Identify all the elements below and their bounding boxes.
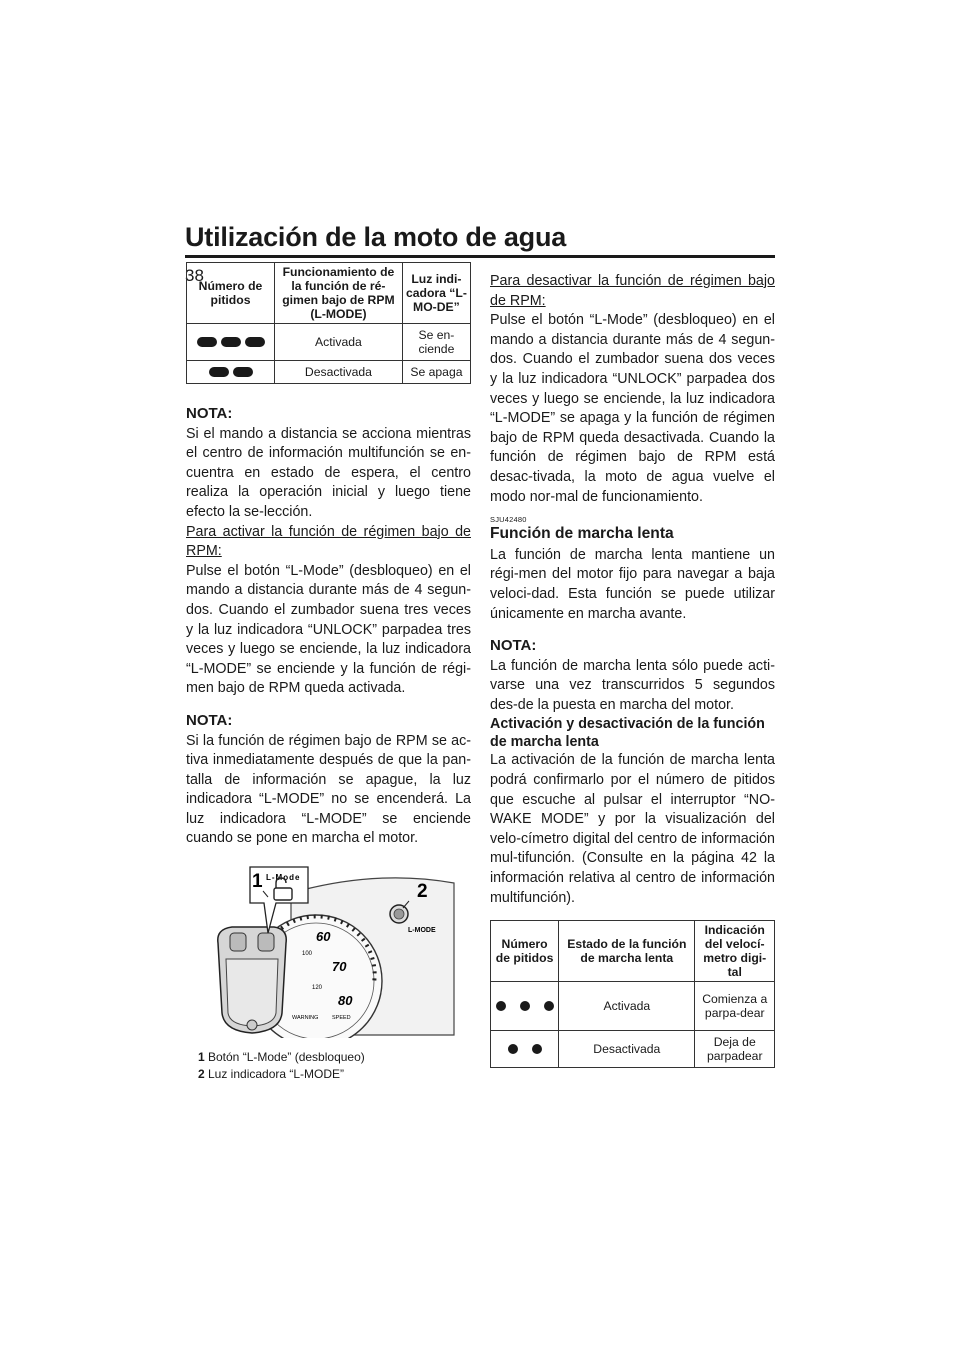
nota-label: NOTA: xyxy=(186,711,233,729)
activate-text: Pulse el botón “L-Mode” (desbloqueo) en el mando a distancia durante más de 4 segun-dos. Cuando el zumbador suena tres veces y la luz indicadora “UNLOCK” parpadea tres veces y luego se enciende, la luz indicadora “L-MODE” se enciende y la función de régi-men bajo de RPM queda activada. xyxy=(186,562,471,697)
indicator-cell: Se en-ciende xyxy=(402,324,470,361)
caption-text: Luz indicadora “L-MODE” xyxy=(208,1066,345,1081)
nota-text: La función de marcha lenta sólo puede acti-varse una vez transcurridos 5 segundos des-de la puesta en marcha del motor. xyxy=(490,657,775,713)
section-text: La función de marcha lenta mantiene un régi-men del motor fijo para navegar a baja veloci-dad. Esta función se puede utilizar únicamente en marcha avante. xyxy=(490,546,775,622)
title-rule xyxy=(185,255,775,258)
gauge-label: 120 xyxy=(312,985,323,992)
beep-cell xyxy=(491,1031,559,1068)
section-title: Función de marcha lenta xyxy=(490,525,674,543)
two-short-beeps-icon xyxy=(494,1044,555,1054)
nota-text: Si la función de régimen bajo de RPM se ac-tiva inmediatamente después de que la pan-talla de información se apague, la luz indicadora “L-MODE” no se encenderá. La luz indicadora “L-MODE” se enciende cuando se pone en marcha el motor. xyxy=(186,732,471,847)
two-long-beeps-icon xyxy=(190,367,271,377)
remote-and-panel-figure xyxy=(196,863,458,1045)
beep-cell xyxy=(187,361,275,384)
nota-label: NOTA: xyxy=(186,405,233,422)
sub-heading: Activación y desactivación de la función de marcha lenta xyxy=(490,716,765,751)
beep-cell xyxy=(187,324,275,361)
indicator-cell: Comienza a parpa-dear xyxy=(695,982,775,1031)
table-row xyxy=(491,982,775,1031)
activate-heading: Para activar la función de régimen bajo de RPM: xyxy=(186,523,471,560)
gauge-label: SPEED xyxy=(332,1015,351,1022)
table-row xyxy=(187,324,471,361)
slow-mode-col-beeps: Número de pitidos xyxy=(491,921,559,982)
state-cell: Activada xyxy=(559,982,695,1031)
figure-caption xyxy=(198,1049,471,1083)
deactivate-heading: Para desactivar la función de régimen bajo de RPM: xyxy=(490,273,775,309)
state-cell: Desactivada xyxy=(559,1031,695,1068)
state-cell: Activada xyxy=(275,324,403,361)
l-mode-col-function: Funcionamiento de la función de ré-gimen bajo de RPM (L-MODE) xyxy=(275,263,403,324)
table-row xyxy=(491,1031,775,1068)
beep-cell xyxy=(491,982,559,1031)
page-number: 38 xyxy=(185,266,204,285)
panel-label: L-MODE xyxy=(408,927,436,935)
gauge-label: 80 xyxy=(338,993,353,1009)
deactivate-text: Pulse el botón “L-Mode” (desbloqueo) en el mando a distancia durante más de 4 segun-dos. Cuando el zumbador suena dos veces y la luz indicadora “UNLOCK” parpadea dos veces y luego se enciende, la luz indicadora “L-MODE” se apaga y la función de régimen bajo de RPM queda desactivada. Cuando la función de régimen bajo de RPM está desac-tivada, la moto de agua vuelve el modo nor-mal de funcionamiento. xyxy=(490,312,775,505)
slow-mode-table-header xyxy=(491,921,775,982)
caption-num: 2 xyxy=(198,1066,205,1081)
callout-1: 1 xyxy=(252,871,263,893)
l-mode-col-indicator: Luz indi-cadora “L-MO-DE” xyxy=(402,263,470,324)
gauge-label: 100 xyxy=(302,951,313,958)
slow-mode-col-indicator: Indicación del velocí-metro digi-tal xyxy=(695,921,775,982)
l-mode-table-header xyxy=(187,263,471,324)
nota-label: NOTA: xyxy=(490,637,537,655)
gauge-label: 60 xyxy=(316,929,331,945)
section-code: SJU42480 xyxy=(490,515,527,525)
caption-num: 1 xyxy=(198,1049,205,1064)
right-column xyxy=(490,272,775,1068)
state-cell: Desactivada xyxy=(275,361,403,384)
l-mode-table xyxy=(186,262,471,384)
indicator-cell: Deja de parpadear xyxy=(695,1031,775,1068)
caption-item xyxy=(198,1066,471,1083)
three-long-beeps-icon xyxy=(190,337,271,347)
l-mode-col-beeps: Número de pitidos xyxy=(187,263,275,324)
page-title: Utilización de la moto de agua xyxy=(185,222,567,252)
caption-text: Botón “L-Mode” (desbloqueo) xyxy=(208,1049,365,1064)
gauge-label: WARNING xyxy=(292,1015,319,1022)
lmode-label: L-Mode xyxy=(266,873,301,883)
slow-mode-table xyxy=(490,920,775,1068)
indicator-cell: Se apaga xyxy=(402,361,470,384)
sub-text: La activación de la función de marcha lenta podrá confirmarlo por el número de pitidos que escuche al pulsar el interruptor “NO-WAKE MODE” y por la visualización del velo-címetro digital del centro de información mul-tifunción. (Consulte en la página 42 la información relativa al centro de información multifunción). xyxy=(490,752,775,906)
gauge-label: 70 xyxy=(332,959,347,975)
slow-mode-col-state: Estado de la función de marcha lenta xyxy=(559,921,695,982)
callout-2: 2 xyxy=(417,881,428,903)
caption-item xyxy=(198,1049,471,1066)
remote-illustration xyxy=(196,863,458,1038)
three-short-beeps-icon xyxy=(494,1001,555,1011)
table-row xyxy=(187,361,471,384)
left-column xyxy=(186,262,471,1083)
nota-text: Si el mando a distancia se acciona mientras el centro de información multifunción se en-cuentra en estado de espera, el centro realiza la operación inicial y luego tiene efecto la se-lección. xyxy=(186,425,471,520)
